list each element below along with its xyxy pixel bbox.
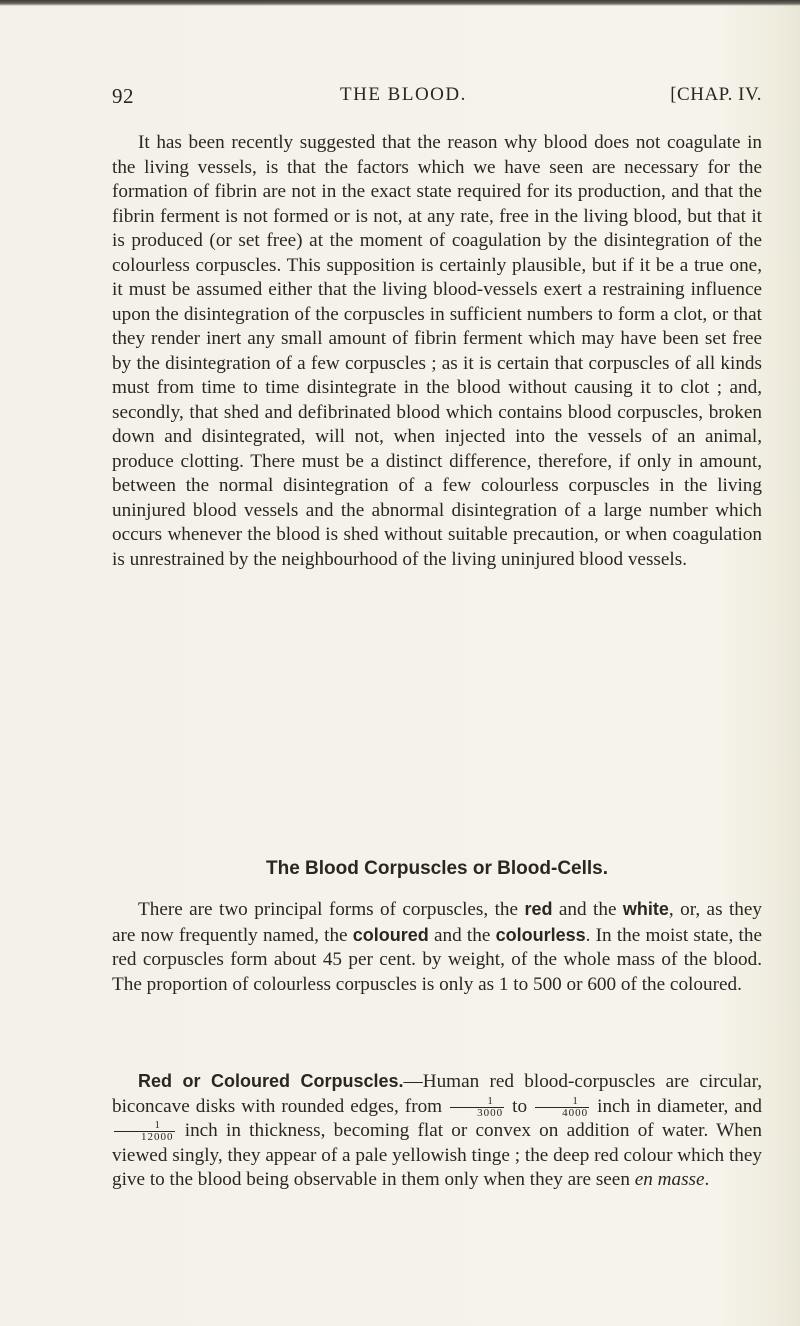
paragraph-red-corpuscles: Red or Coloured Corpuscles.—Human red blood-corpuscles are circular, biconcave disks with rounded edges, from $\frac{1}{3000}$ to $\frac{1}{4000}$ inch in diameter, and $\frac{1}{12000}$ inch in thickness, becoming flat or convex on addition of water. When viewed singly, they appear of a pale yellowish tinge ; the deep red colour which they give to the blood being observable in them only when they are seen en masse. [112, 1071, 762, 1190]
fraction-1-12000: $\frac{1}{12000}$ [114, 1120, 175, 1143]
paragraph-corpuscle-forms: There are two principal forms of corpuscles, the red and the white, or, as they are now frequently named, the coloured and the colourless. In the moist state, the red corpuscles form about 45 per cent. by weight, of the whole mass of the blood. The proportion of colourless corpuscles is only as 1 to 500 or 600 of the coloured. [112, 899, 762, 995]
running-title: THE BLOOD. [340, 84, 467, 105]
page-number: 92 [112, 84, 134, 108]
paragraph-coagulation: It has been recently suggested that the reason why blood does not coagulate in the living vessels, is that the factors which we have seen are necessary for the formation of fibrin are not in the exact state required for its production, and that the fibrin ferment is not formed or is not, at any rate, free in the living blood, but that it is produced (or set free) at the moment of coagulation by the disintegration of the colourless corpuscles. This supposition is certainly plausible, but if it be a true one, it must be assumed either that the living blood-vessels exert a restraining influence upon the disintegration of the corpuscles in sufficient numbers to form a clot, or that they render inert any small amount of fibrin ferment which may have been set free by the disintegration of a few corpuscles ; as it is certain that corpuscles of all kinds must from time to time disintegrate in the blood without causing it to clot ; and, secondly, that shed and defibrinated blood which contains blood corpuscles, broken down and disintegrated, will not, when injected into the vessels of an animal, produce clotting. There must be a distinct difference, therefore, if only in amount, between the normal disintegration of a few colourless corpuscles in the living uninjured blood vessels and the abnormal disintegration of a large number which occurs whenever the blood is shed without suitable precaution, or when coagulation is unrestrained by the neighbourhood of the living uninjured blood vessels. [112, 132, 762, 570]
term-white: white [622, 899, 669, 919]
term-colourless: colourless [495, 924, 586, 945]
subheading-red-corpuscles: Red or Coloured Corpuscles. [138, 1071, 404, 1091]
section-heading: The Blood Corpuscles or Blood-Cells. [265, 858, 609, 879]
page-top-edge [0, 0, 800, 6]
term-coloured: coloured [352, 924, 429, 945]
term-red: red [524, 899, 553, 919]
running-header [112, 84, 762, 116]
fraction-1-3000: $\frac{1}{3000}$ [450, 1096, 504, 1119]
chapter-reference: [CHAP. IV. [670, 84, 762, 105]
italic-en-masse: en masse [634, 1169, 705, 1190]
fraction-1-4000: $\frac{1}{4000}$ [535, 1096, 589, 1119]
